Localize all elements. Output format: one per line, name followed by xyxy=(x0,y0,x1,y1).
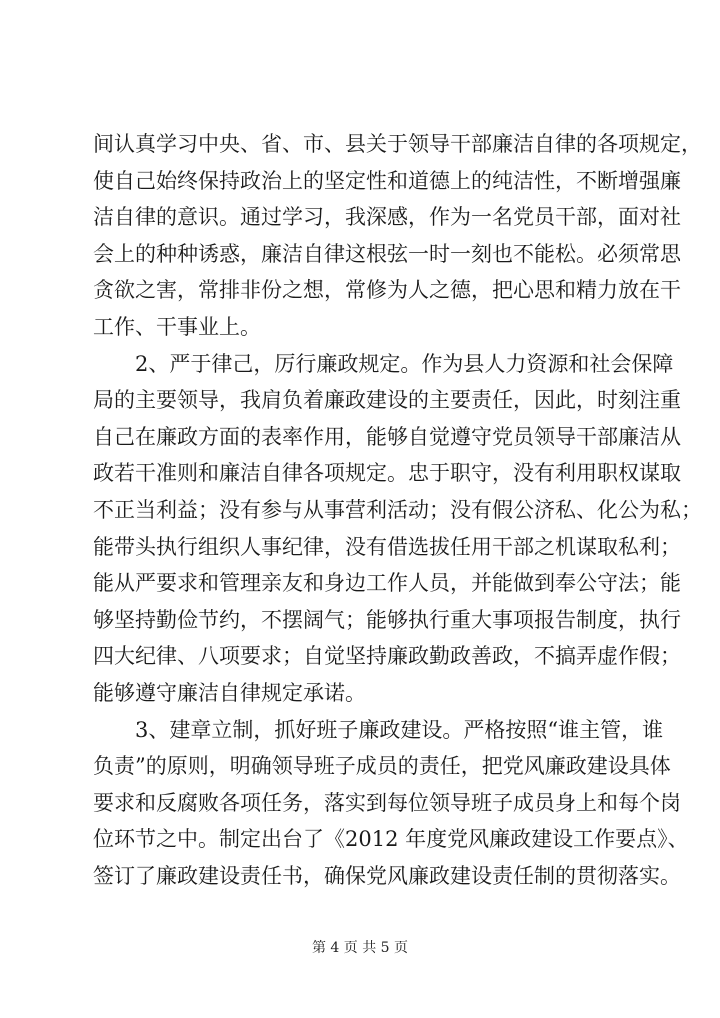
text-line: 不正当利益；没有参与从事营利活动；没有假公济私、化公为私； xyxy=(93,497,702,522)
text-line: 要求和反腐败各项任务，落实到每位领导班子成员身上和每个岗 xyxy=(93,790,681,815)
text-line: 使自己始终保持政治上的坚定性和道德上的纯洁性，不断增强廉 xyxy=(93,168,681,193)
text-line: 局的主要领导，我肩负着廉政建设的主要责任，因此，时刻注重 xyxy=(93,388,681,413)
paragraph-heading-2: 2、严于律己，厉行廉政规定。作为县人力资源和社会保障 xyxy=(135,351,674,376)
text-line: 间认真学习中央、省、市、县关于领导干部廉洁自律的各项规定， xyxy=(93,132,702,156)
paragraph-heading-3: 3、建章立制，抓好班子廉政建设。严格按照“谁主管，谁 xyxy=(135,717,664,742)
text-line: 四大纪律、八项要求；自觉坚持廉政勤政善政，不搞弄虚作假； xyxy=(93,644,681,669)
body-text xyxy=(93,126,702,894)
text-line: 贪欲之害，常排非份之想，常修为人之德，把心思和精力放在干 xyxy=(93,278,681,303)
text-line: 够坚持勤俭节约，不摆阔气；能够执行重大事项报告制度，执行 xyxy=(93,607,681,632)
text-line: 能带头执行组织人事纪律，没有借选拔任用干部之机谋取私利； xyxy=(93,534,681,559)
text-line: 位环节之中。制定出台了《2012 年度党风廉政建设工作要点》、 xyxy=(93,827,689,852)
text-line: 签订了廉政建设责任书，确保党风廉政建设责任制的贯彻落实。 xyxy=(93,863,681,888)
text-line: 洁自律的意识。通过学习，我深感，作为一名党员干部，面对社 xyxy=(93,205,681,230)
page-number: 第 4 页 共 5 页 xyxy=(311,940,409,956)
text-line: 政若干准则和廉洁自律各项规定。忠于职守，没有利用职权谋取 xyxy=(93,461,681,486)
text-line: 负责”的原则，明确领导班子成员的责任，把党风廉政建设具体 xyxy=(93,754,671,779)
text-line: 能够遵守廉洁自律规定承诺。 xyxy=(93,680,366,705)
text-line: 自己在廉政方面的表率作用，能够自觉遵守党员领导干部廉洁从 xyxy=(93,424,681,449)
text-line: 能从严要求和管理亲友和身边工作人员，并能做到奉公守法；能 xyxy=(93,571,681,596)
text-line: 工作、干事业上。 xyxy=(93,314,261,339)
text-line: 会上的种种诱惑，廉洁自律这根弦一时一刻也不能松。必须常思 xyxy=(93,241,681,266)
